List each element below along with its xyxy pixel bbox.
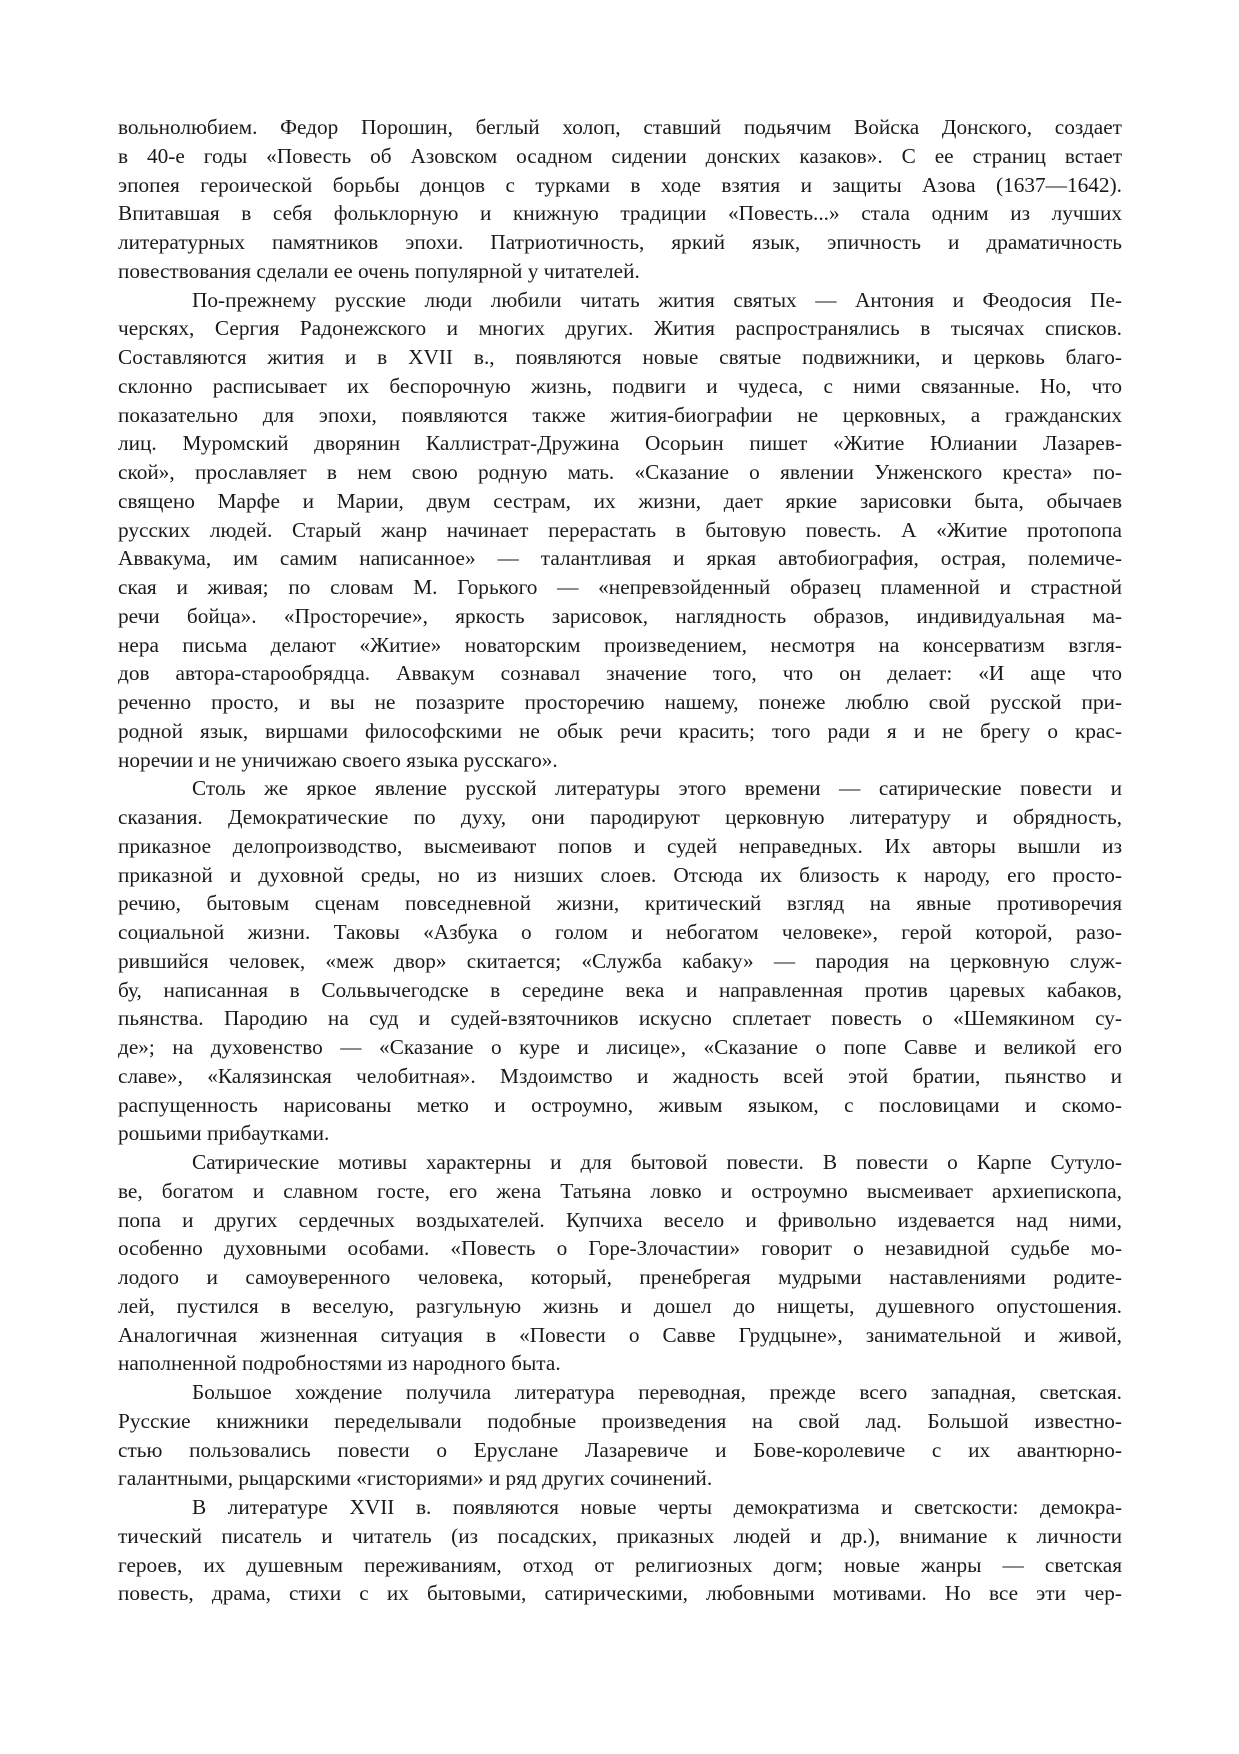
text-line: тический писатель и читатель (из посадских, приказных людей и др.), внимание к личности bbox=[118, 1523, 1122, 1548]
text-line: славе», «Калязинская челобитная». Мздоимство и жадность всей этой братии, пьянство и bbox=[118, 1063, 1122, 1088]
text-line: По-прежнему русские люди любили читать жития святых — Антония и Феодосия Пе- bbox=[192, 287, 1122, 312]
text-line: Сатирические мотивы характерны и для бытовой повести. В повести о Карпе Сутуло- bbox=[192, 1150, 1122, 1174]
text-line: сказания. Демократические по духу, они пародируют церковную литературу и обрядность, bbox=[118, 805, 1122, 829]
text-line: ская и живая; по словам М. Горького — «непревзойденный образец пламенной и страстной bbox=[118, 575, 1122, 599]
text-line: нера письма делают «Житие» новаторским произведением, несмотря на консерватизм взгля- bbox=[118, 632, 1122, 657]
text-line: ской», прославляет в нем свою родную мать. «Сказание о явлении Унженского креста» по- bbox=[118, 460, 1122, 484]
text-line: эпопея героической борьбы донцов с турками в ходе взятия и защиты Азова (1637—1642). bbox=[118, 172, 1122, 197]
paragraph-2 bbox=[118, 286, 1122, 775]
text-line: распущенность нарисованы метко и остроумно, живым языком, с пословицами и скомо- bbox=[118, 1092, 1122, 1117]
text-line: норечии и не уничижаю своего языка русскаго». bbox=[118, 747, 558, 772]
text-line: героев, их душевным переживаниям, отход от религиозных догм; новые жанры — светская bbox=[118, 1552, 1122, 1577]
document-page bbox=[118, 113, 1122, 1608]
text-line: В литературе XVII в. появляются новые черты демократизма и светскости: демокра- bbox=[192, 1495, 1122, 1519]
text-line: приказное делопроизводство, высмеивают попов и судей неправедных. Их авторы вышли из bbox=[118, 833, 1122, 858]
text-line: галантными, рыцарскими «гисториями» и ряд других сочинений. bbox=[118, 1466, 713, 1491]
text-line: показательно для эпохи, появляются также жития-биографии не церковных, а гражданских bbox=[118, 402, 1122, 427]
text-line: стью пользовались повести о Еруслане Лазаревиче и Бове-королевиче с их авантюрно- bbox=[118, 1437, 1122, 1462]
text-line: особенно духовными особами. «Повесть о Горе-Злочастии» говорит о незавидной судьбе мо- bbox=[118, 1236, 1122, 1261]
paragraph-1 bbox=[118, 113, 1122, 286]
text-line: лодого и самоуверенного человека, который, пренебрегая мудрыми наставлениями родите- bbox=[118, 1265, 1122, 1289]
text-line: Составляются жития и в XVII в., появляются новые святые подвижники, и церковь благо- bbox=[118, 345, 1122, 369]
text-line: пьянства. Пародию на суд и судей-взяточников искусно сплетает повесть о «Шемякином су- bbox=[118, 1006, 1122, 1031]
text-line: Аввакума, им самим написанное» — талантливая и яркая автобиография, острая, полемиче- bbox=[118, 546, 1122, 571]
paragraph-5 bbox=[118, 1378, 1122, 1493]
text-line: вольнолюбием. Федор Порошин, беглый холоп, ставший подьячим Войска Донского, создает bbox=[118, 115, 1122, 139]
text-line: русских людей. Старый жанр начинает перерастать в бытовую повесть. А «Житие протопопа bbox=[118, 517, 1122, 542]
text-line: речию, бытовым сценам повседневной жизни, критический взгляд на явные противоречия bbox=[118, 891, 1122, 916]
text-line: речи бойца». «Просторечие», яркость зарисовок, наглядность образов, индивидуальная ма- bbox=[118, 603, 1122, 628]
text-line: ве, богатом и славном госте, его жена Татьяна ловко и остроумно высмеивает архиепископа, bbox=[118, 1178, 1122, 1203]
text-line: Аналогичная жизненная ситуация в «Повести о Савве Грудцыне», занимательной и живой, bbox=[118, 1322, 1122, 1347]
text-line: родной язык, виршами философскими не обык речи красить; того ради я и не брегу о крас- bbox=[118, 718, 1122, 743]
text-line: склонно расписывает их беспорочную жизнь, подвиги и чудеса, с ними связанные. Но, что bbox=[118, 373, 1122, 398]
text-line: священо Марфе и Марии, двум сестрам, их жизни, дает яркие зарисовки быта, обычаев bbox=[118, 488, 1122, 513]
text-line: бу, написанная в Сольвычегодске в середине века и направленная против царевых кабаков, bbox=[118, 977, 1122, 1002]
paragraph-6 bbox=[118, 1493, 1122, 1608]
text-line: повесть, драма, стихи с их бытовыми, сатирическими, любовными мотивами. Но все эти чер- bbox=[118, 1581, 1122, 1606]
text-line: повествования сделали ее очень популярной у читателей. bbox=[118, 258, 640, 283]
text-line: рошьими прибаутками. bbox=[118, 1121, 330, 1146]
text-line: дов автора-старообрядца. Аввакум сознавал значение того, что он делает: «И аще что bbox=[118, 661, 1122, 686]
text-line: литературных памятников эпохи. Патриотичность, яркий язык, эпичность и драматичность bbox=[118, 230, 1122, 254]
text-line: рившийся человек, «меж двор» скитается; «Служба кабаку» — пародия на церковную служ- bbox=[118, 948, 1122, 973]
text-line: де»; на духовенство — «Сказание о куре и лисице», «Сказание о попе Савве и великой его bbox=[118, 1035, 1122, 1059]
text-line: Русские книжники переделывали подобные произведения на свой лад. Большой известно- bbox=[118, 1408, 1122, 1433]
text-line: Столь же яркое явление русской литературы этого времени — сатирические повести и bbox=[192, 776, 1122, 801]
text-line: Большое хождение получила литература переводная, прежде всего западная, светская. bbox=[192, 1380, 1122, 1404]
text-line: реченно просто, и вы не позазрите просторечию нашему, понеже люблю свой русской при- bbox=[118, 690, 1122, 714]
text-line: в 40-е годы «Повесть об Азовском осадном сидении донских казаков». С ее страниц встает bbox=[118, 143, 1122, 168]
text-line: лиц. Муромский дворянин Каллистрат-Дружина Осорьин пишет «Житие Юлиании Лазарев- bbox=[118, 431, 1122, 456]
text-line: наполненной подробностями из народного быта. bbox=[118, 1351, 561, 1376]
text-line: Впитавшая в себя фольклорную и книжную традиции «Повесть...» стала одним из лучших bbox=[118, 201, 1122, 226]
text-line: лей, пустился в веселую, разгульную жизнь и дошел до нищеты, душевного опустошения. bbox=[118, 1293, 1122, 1318]
text-line: черскях, Сергия Радонежского и многих других. Жития распространялись в тысячах списков. bbox=[118, 316, 1122, 341]
paragraph-3 bbox=[118, 774, 1122, 1148]
paragraph-4 bbox=[118, 1148, 1122, 1378]
text-line: социальной жизни. Таковы «Азбука о голом и небогатом человеке», герой которой, разо- bbox=[118, 920, 1122, 944]
text-line: попа и других сердечных воздыхателей. Купчиха весело и фривольно издевается над ними, bbox=[118, 1207, 1122, 1232]
text-line: приказной и духовной среды, но из низших слоев. Отсюда их близость к народу, его просто- bbox=[118, 862, 1122, 887]
